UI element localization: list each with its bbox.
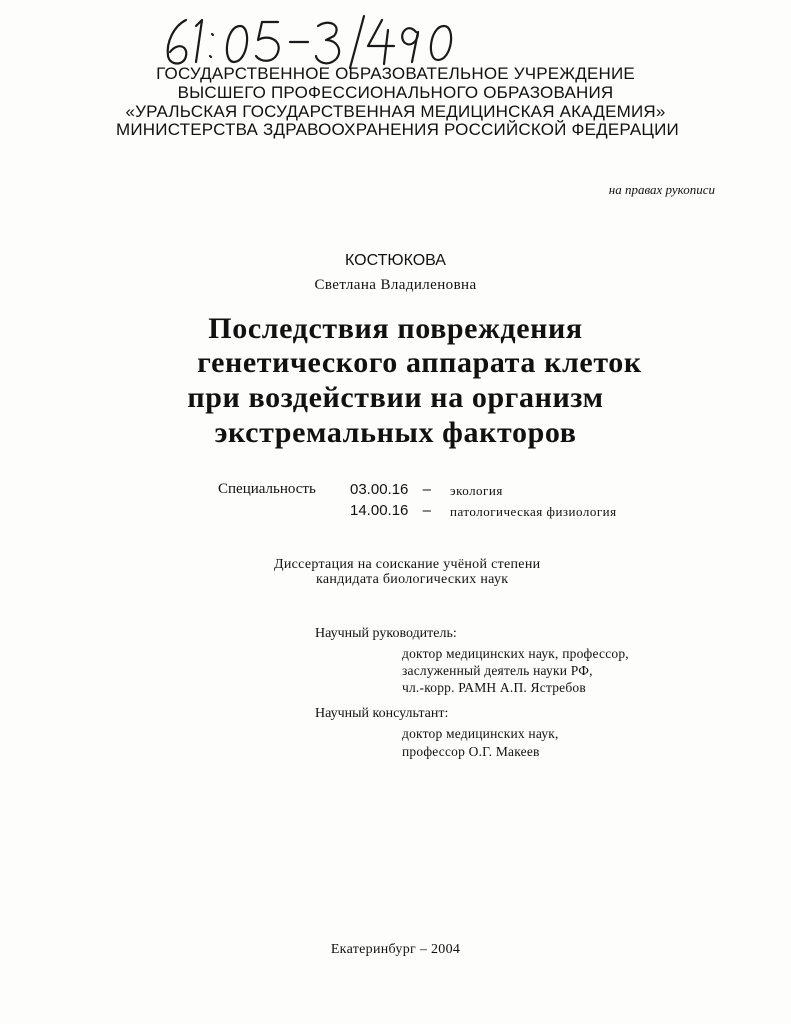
city-year: Екатеринбург – 2004 [330,942,461,957]
specialty-name-1: экология [450,483,503,498]
specialty-code-1 [350,481,431,498]
title-line-3: при воздействии на организм [187,381,604,414]
handwriting-drawing [160,12,470,72]
specialty-dash-1: – [422,481,431,498]
rights-note: на правах рукописи [608,182,715,197]
dissertation-line-1: Диссертация на соискание учёной степени [274,557,541,572]
specialty-label: Специальность [218,481,316,497]
handwritten-archive-code [160,12,470,72]
institution-line-4: МИНИСТЕРСТВА ЗДРАВООХРАНЕНИЯ РОССИЙСКОЙ ФЕДЕРАЦИИ [116,120,679,139]
consultant-line-1: доктор медицинских наук, [402,726,559,741]
institution-line-2: ВЫСШЕГО ПРОФЕССИОНАЛЬНОГО ОБРАЗОВАНИЯ [177,83,614,102]
specialty-code-1-value: 03.00.16 [350,481,409,498]
supervisor-label: Научный руководитель: [315,626,457,641]
specialty-code-2-value: 14.00.16 [350,502,409,519]
specialty-code-2 [350,502,431,519]
title-line-2: генетического аппарата клеток [197,346,642,379]
consultant-label: Научный консультант: [315,706,449,721]
author-surname: КОСТЮКОВА [345,252,446,269]
dissertation-line-2: кандидата биологических наук [316,572,509,587]
institution-line-1: ГОСУДАРСТВЕННОЕ ОБРАЗОВАТЕЛЬНОЕ УЧРЕЖДЕНИЕ [156,64,635,83]
title-line-4: экстремальных факторов [214,416,577,449]
title-line-1: Последствия повреждения [208,312,583,345]
consultant-line-2: профессор О.Г. Макеев [402,744,540,759]
supervisor-line-3: чл.-корр. РАМН А.П. Ястребов [402,680,586,695]
specialty-dash-2: – [422,502,431,519]
supervisor-line-1: доктор медицинских наук, профессор, [402,646,629,661]
supervisor-line-2: заслуженный деятель науки РФ, [402,663,593,678]
author-name: Светлана Владиленовна [314,277,477,293]
specialty-name-2: патологическая физиология [450,504,617,519]
institution-line-3: «УРАЛЬСКАЯ ГОСУДАРСТВЕННАЯ МЕДИЦИНСКАЯ АКАДЕМИЯ» [125,102,666,121]
